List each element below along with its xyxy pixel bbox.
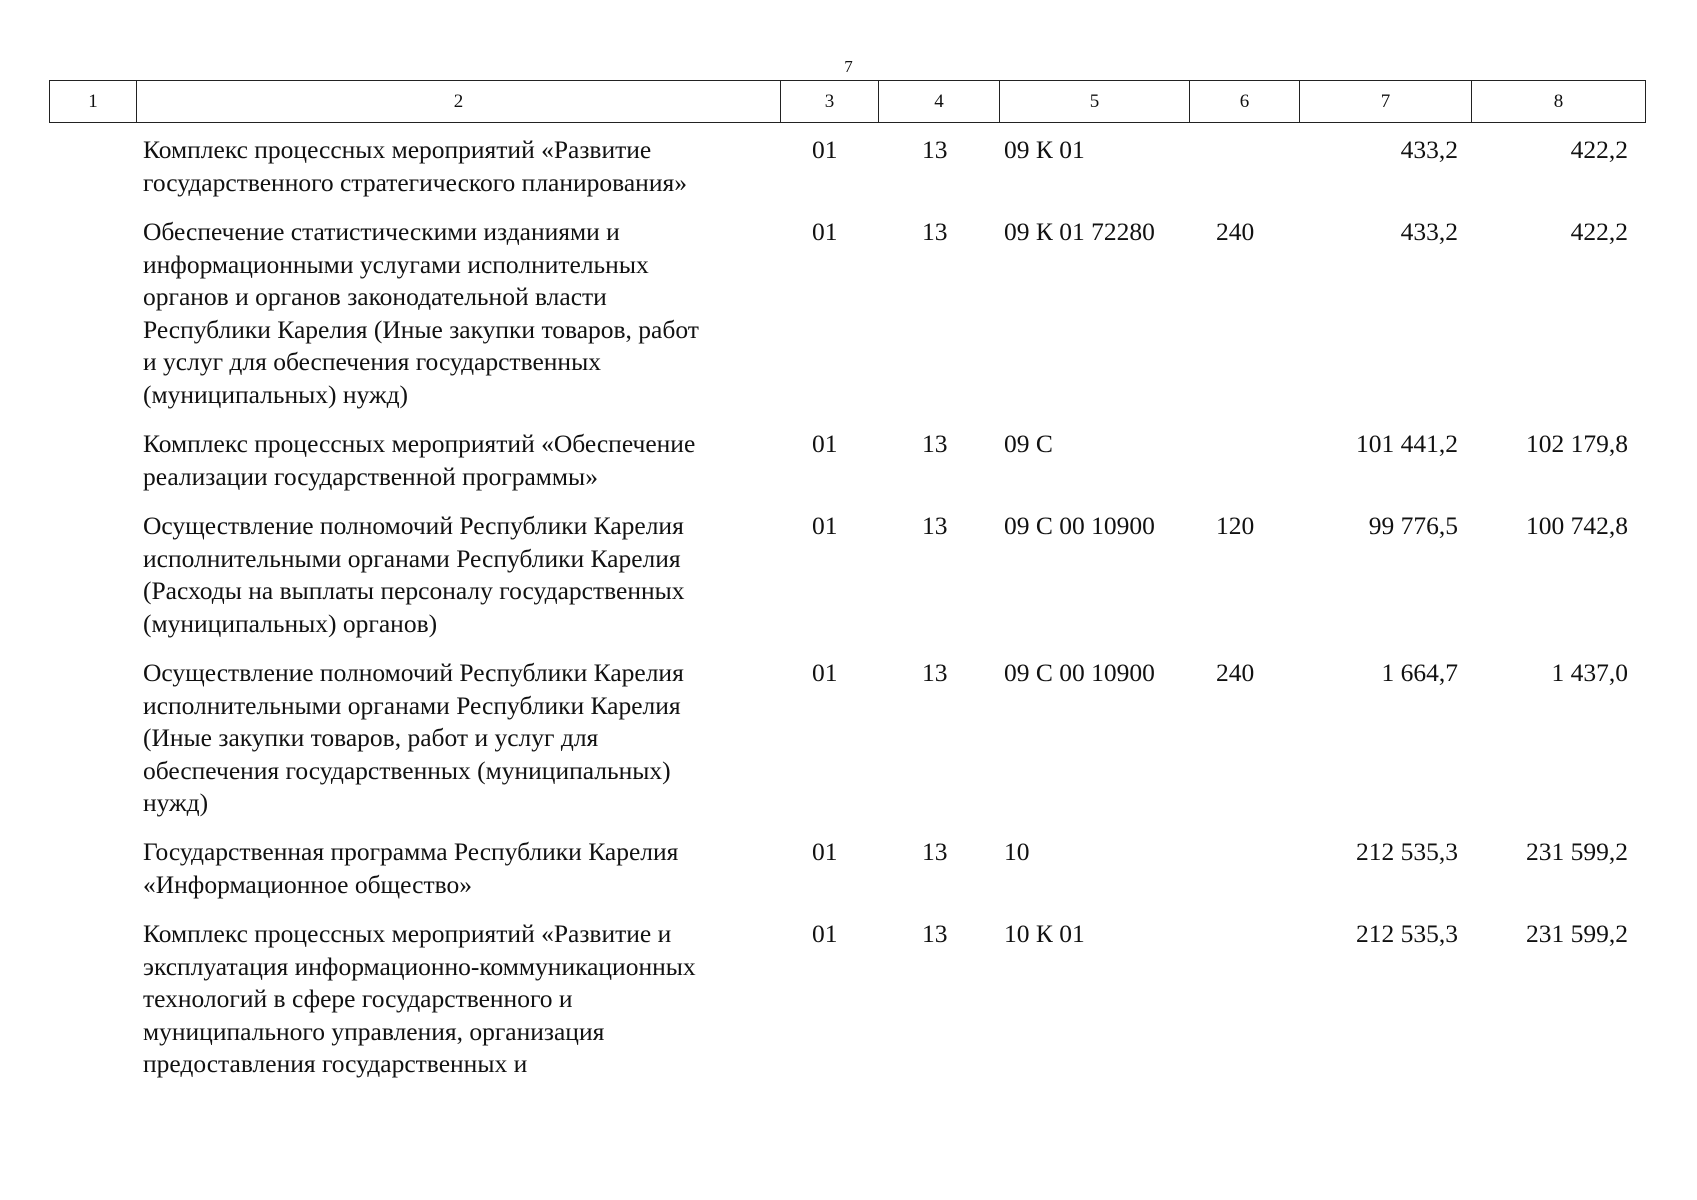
section-code: 01 [812, 217, 838, 246]
row-name-line: реализации государственной программы» [143, 461, 598, 491]
row-name-line: государственного стратегического планирования» [143, 167, 687, 197]
header-col-8: 8 [1553, 90, 1564, 112]
target-article: 09 С 00 10900 [1004, 658, 1155, 687]
header-col-4: 4 [879, 81, 1000, 122]
subsection-code: 13 [922, 919, 948, 948]
target-article: 09 К 01 [1004, 135, 1085, 164]
section-code: 01 [812, 429, 838, 458]
expense-type: 240 [1216, 217, 1255, 246]
section-code: 01 [812, 658, 838, 687]
row-name-line: информационными услугами исполнительных [143, 249, 649, 279]
amount-year-2: 1 437,0 [1551, 658, 1628, 687]
target-article: 09 С [1004, 429, 1053, 458]
amount-year-1: 1 664,7 [1381, 658, 1458, 687]
expense-type: 240 [1216, 658, 1255, 687]
amount-year-1: 433,2 [1400, 135, 1458, 164]
row-name [143, 918, 773, 1081]
row-name-line: (муниципальных) нужд) [143, 379, 409, 409]
row-name-line: Комплекс процессных мероприятий «Развитие и [143, 919, 672, 948]
header-col-3: 3 [781, 81, 879, 122]
subsection-code: 13 [922, 429, 948, 458]
section-code: 01 [812, 511, 838, 540]
row-name-line: «Информационное общество» [143, 869, 472, 899]
header-col-1: 1 [50, 81, 137, 122]
row-name-line: Обеспечение статистическими изданиями и [143, 217, 620, 246]
amount-year-1: 212 535,3 [1356, 837, 1458, 866]
table-header [49, 80, 1646, 123]
section-code: 01 [812, 919, 838, 948]
row-name-line: Республики Карелия (Иные закупки товаров, работ [143, 314, 699, 344]
row-name-line: Комплекс процессных мероприятий «Обеспечение [143, 429, 696, 458]
amount-year-2: 102 179,8 [1526, 429, 1628, 458]
target-article: 09 К 01 72280 [1004, 217, 1155, 246]
subsection-code: 13 [922, 511, 948, 540]
row-name-line: Осуществление полномочий Республики Карелия [143, 658, 684, 687]
row-name-line: технологий в сфере государственного и [143, 984, 573, 1013]
amount-year-2: 231 599,2 [1526, 837, 1628, 866]
row-name-line: и услуг для обеспечения государственных [143, 347, 601, 376]
row-name-line: муниципального управления, организация [143, 1016, 605, 1046]
row-name-line: Комплекс процессных мероприятий «Развитие [143, 135, 652, 164]
row-name-line: нужд) [143, 788, 209, 817]
row-name-line: исполнительными органами Республики Карелия [143, 543, 681, 573]
header-col-5: 5 [1000, 81, 1190, 122]
row-name-line: обеспечения государственных (муниципальных) [143, 755, 671, 785]
subsection-code: 13 [922, 658, 948, 687]
section-code: 01 [812, 837, 838, 866]
row-name-line: (Иные закупки товаров, работ и услуг для [143, 723, 599, 752]
page-number: 7 [844, 57, 853, 76]
header-col-2: 2 [137, 81, 781, 122]
subsection-code: 13 [922, 837, 948, 866]
expense-type: 120 [1216, 511, 1255, 540]
amount-year-2: 422,2 [1570, 217, 1628, 246]
amount-year-2: 422,2 [1570, 135, 1628, 164]
row-name-line: (Расходы на выплаты персоналу государственных [143, 576, 685, 605]
row-name-line: (муниципальных) органов) [143, 608, 438, 638]
row-name [143, 657, 773, 820]
amount-year-1: 212 535,3 [1356, 919, 1458, 948]
row-name [143, 216, 773, 411]
row-name [143, 428, 773, 493]
target-article: 10 [1004, 837, 1030, 866]
target-article: 09 С 00 10900 [1004, 511, 1155, 540]
row-name-line: органов и органов законодательной власти [143, 282, 607, 311]
target-article: 10 К 01 [1004, 919, 1085, 948]
header-col-7: 7 [1300, 81, 1472, 122]
amount-year-1: 99 776,5 [1368, 511, 1458, 540]
amount-year-1: 101 441,2 [1356, 429, 1458, 458]
row-name-line: предоставления государственных и [143, 1049, 528, 1078]
subsection-code: 13 [922, 217, 948, 246]
row-name [143, 134, 773, 199]
subsection-code: 13 [922, 135, 948, 164]
row-name-line: исполнительными органами Республики Карелия [143, 690, 681, 720]
row-name [143, 510, 773, 640]
row-name [143, 836, 773, 901]
row-name-line: эксплуатация информационно-коммуникационных [143, 951, 696, 981]
row-name-line: Государственная программа Республики Карелия [143, 837, 679, 866]
amount-year-2: 231 599,2 [1526, 919, 1628, 948]
section-code: 01 [812, 135, 838, 164]
amount-year-1: 433,2 [1400, 217, 1458, 246]
amount-year-2: 100 742,8 [1526, 511, 1628, 540]
row-name-line: Осуществление полномочий Республики Карелия [143, 511, 684, 540]
header-col-6: 6 [1190, 81, 1300, 122]
